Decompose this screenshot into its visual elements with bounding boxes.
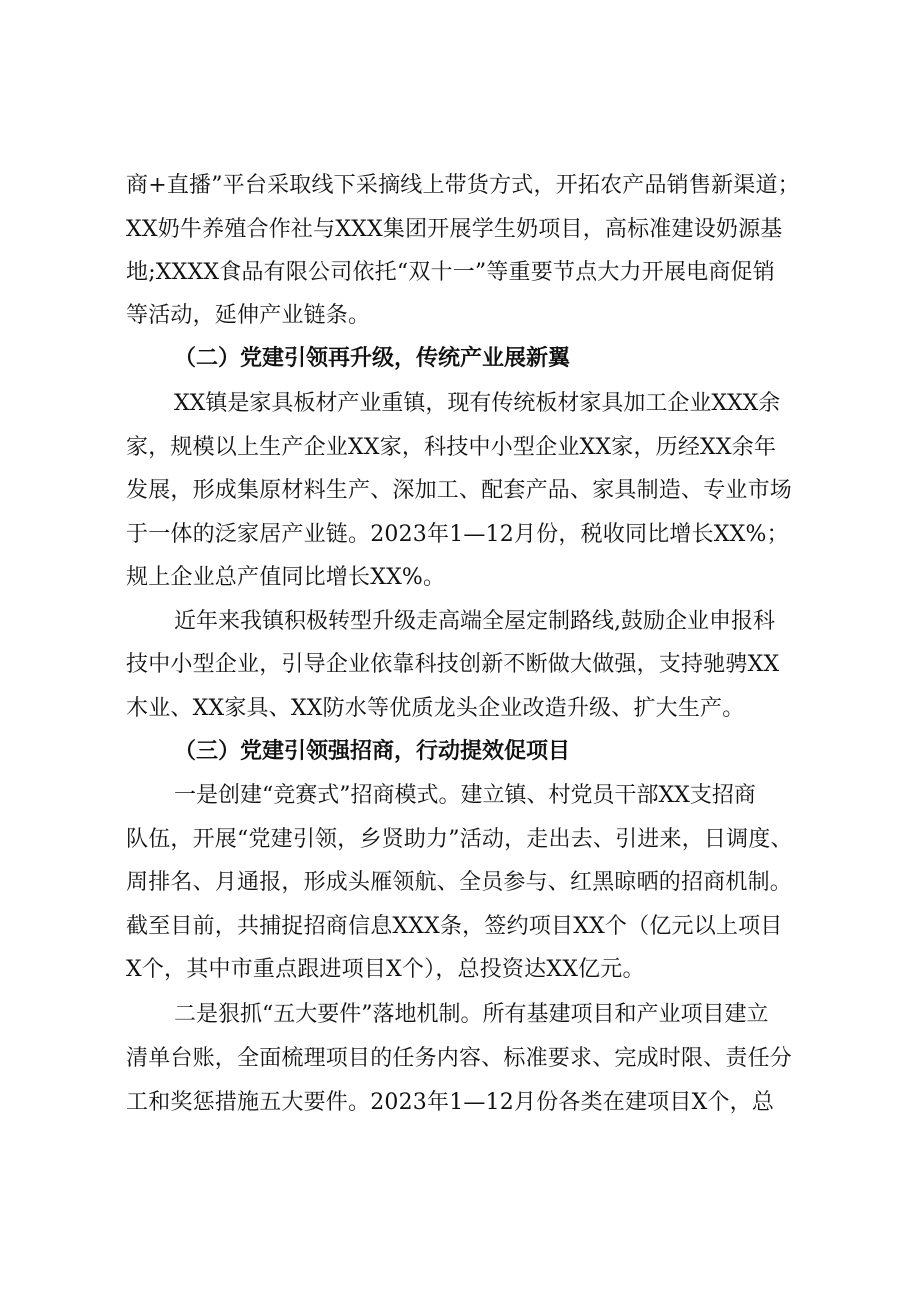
paragraph-line: 木业、XX家具、XX防水等优质龙头企业改造升级、扩大生产。: [126, 696, 745, 721]
paragraph-line: 等活动，延伸产业链条。: [126, 303, 371, 328]
paragraph-line: 工和奖惩措施五大要件。2023年1—12月份各类在建项目X个，总: [126, 1090, 775, 1115]
paragraph-line: 技中小型企业，引导企业依靠科技创新不断做大做强，支持驰骋XX: [126, 652, 780, 677]
paragraph-line: 于一体的泛家居产业链。2023年1—12月份，税收同比增长XX%；: [126, 522, 789, 547]
paragraph-line: 截至目前，共捕捉招商信息XXX条，签约项目XX个（亿元以上项目: [126, 914, 783, 939]
section-heading-3: （三）党建引领强招商，行动提效促项目: [174, 739, 571, 764]
paragraph-line: XX镇是家具板材产业重镇，现有传统板材家具加工企业XXX余: [174, 391, 781, 416]
paragraph-line: 队伍，开展“党建引领，乡贤助力”活动，走出去、引进来，日调度、: [126, 827, 793, 852]
paragraph-line: 地;XXXX食品有限公司依托“双十一”等重要节点大力开展电商促销: [126, 260, 775, 285]
section-heading-2: （二）党建引领再升级，传统产业展新翼: [174, 346, 571, 371]
paragraph-line: 近年来我镇积极转型升级走高端全屋定制路线,鼓励企业申报科: [174, 609, 775, 634]
paragraph-line: 一是创建“竞赛式”招商模式。建立镇、村党员干部XX支招商: [174, 783, 756, 808]
paragraph-line: 周排名、月通报，形成头雁领航、全员参与、红黑晾晒的招商机制。: [126, 870, 793, 895]
paragraph-line: 发展，形成集原材料生产、深加工、配套产品、家具制造、专业市场: [126, 478, 793, 503]
paragraph-line: 清单台账，全面梳理项目的任务内容、标准要求、完成时限、责任分: [126, 1046, 793, 1071]
paragraph-line: 商+直播”平台采取线下采摘线上带货方式，开拓农产品销售新渠道；: [126, 173, 800, 198]
paragraph-line: XX奶牛养殖合作社与XXX集团开展学生奶项目，高标准建设奶源基: [126, 217, 783, 242]
paragraph-line: 规上企业总产值同比增长XX%。: [126, 565, 446, 590]
paragraph-line: X个，其中市重点跟进项目X个），总投资达XX亿元。: [126, 957, 645, 982]
paragraph-line: 家，规模以上生产企业XX家，科技中小型企业XX家，历经XX余年: [126, 435, 777, 460]
paragraph-line: 二是狠抓“五大要件”落地机制。所有基建项目和产业项目建立: [174, 1002, 769, 1027]
